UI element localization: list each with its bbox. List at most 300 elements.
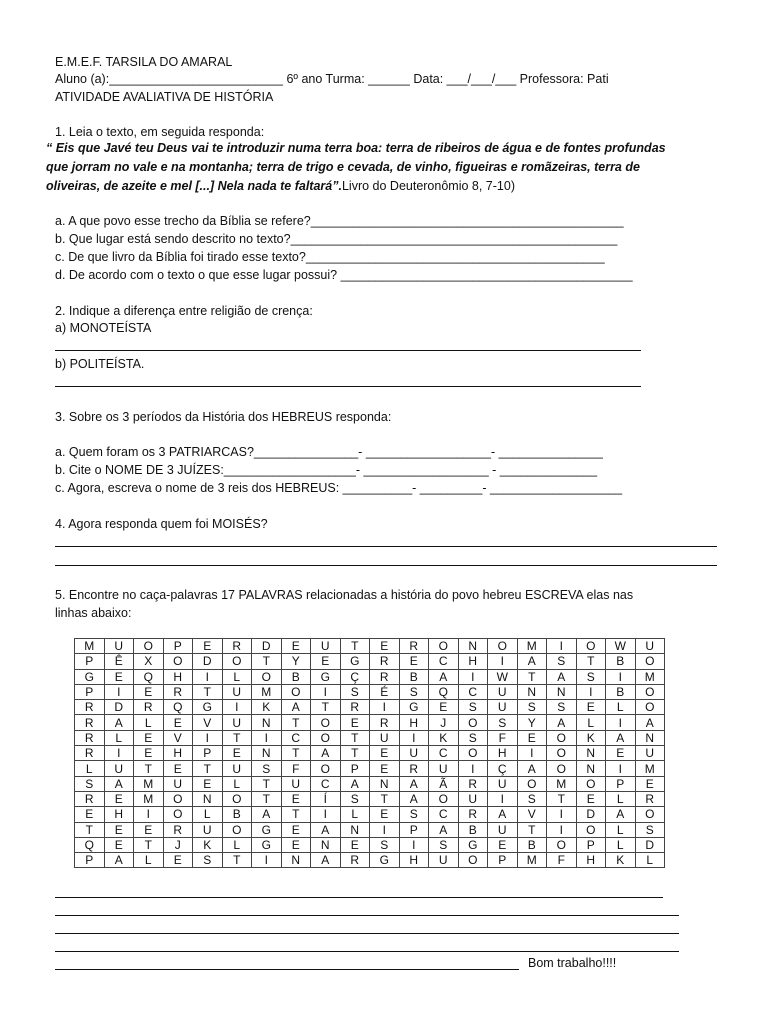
- word-search-cell[interactable]: L: [222, 776, 252, 791]
- word-search-cell[interactable]: P: [75, 853, 105, 868]
- word-search-cell[interactable]: P: [606, 776, 636, 791]
- word-search-cell[interactable]: L: [75, 761, 105, 776]
- word-search-cell[interactable]: H: [163, 746, 193, 761]
- word-search-cell[interactable]: A: [517, 654, 547, 669]
- word-search-cell[interactable]: U: [311, 639, 341, 654]
- word-search-cell[interactable]: T: [340, 639, 370, 654]
- word-search-cell[interactable]: R: [340, 853, 370, 868]
- q3-a[interactable]: a. Quem foram os 3 PATRIARCAS?_______________- __________________- _______________: [55, 445, 603, 459]
- word-search-cell[interactable]: T: [134, 761, 164, 776]
- word-search-cell[interactable]: O: [547, 761, 577, 776]
- word-search-cell[interactable]: E: [311, 654, 341, 669]
- word-search-cell[interactable]: M: [134, 776, 164, 791]
- word-search-cell[interactable]: A: [399, 791, 429, 806]
- word-search-cell[interactable]: A: [104, 853, 134, 868]
- word-search-cell[interactable]: T: [340, 746, 370, 761]
- word-search-cell[interactable]: A: [281, 700, 311, 715]
- word-search-cell[interactable]: L: [606, 822, 636, 837]
- word-search-cell[interactable]: E: [222, 746, 252, 761]
- word-search-cell[interactable]: I: [134, 807, 164, 822]
- word-search-cell[interactable]: T: [75, 822, 105, 837]
- word-search-cell[interactable]: O: [488, 639, 518, 654]
- word-search-cell[interactable]: E: [429, 700, 459, 715]
- word-search-cell[interactable]: I: [488, 791, 518, 806]
- word-search-cell[interactable]: I: [458, 669, 488, 684]
- word-search-cell[interactable]: D: [193, 654, 223, 669]
- q5-answer-line-1[interactable]: [55, 897, 663, 898]
- word-search-cell[interactable]: T: [547, 791, 577, 806]
- word-search-cell[interactable]: E: [163, 715, 193, 730]
- word-search-cell[interactable]: I: [104, 746, 134, 761]
- word-search-cell[interactable]: T: [311, 700, 341, 715]
- word-search-cell[interactable]: U: [222, 761, 252, 776]
- word-search-cell[interactable]: P: [75, 654, 105, 669]
- word-search-cell[interactable]: I: [311, 684, 341, 699]
- word-search-cell[interactable]: A: [429, 822, 459, 837]
- word-search-cell[interactable]: N: [517, 684, 547, 699]
- word-search-cell[interactable]: U: [488, 684, 518, 699]
- word-search-cell[interactable]: E: [134, 684, 164, 699]
- word-search-cell[interactable]: N: [252, 746, 282, 761]
- word-search-cell[interactable]: V: [193, 715, 223, 730]
- word-search-cell[interactable]: O: [134, 639, 164, 654]
- word-search-cell[interactable]: N: [635, 730, 665, 745]
- word-search-cell[interactable]: U: [163, 776, 193, 791]
- q1-a[interactable]: a. A que povo esse trecho da Bíblia se refere?_____________________________________________: [55, 214, 624, 228]
- q1-d[interactable]: d. De acordo com o texto o que esse lugar possui? __________________________________________: [55, 268, 633, 282]
- word-search-cell[interactable]: H: [399, 715, 429, 730]
- word-search-cell[interactable]: A: [606, 730, 636, 745]
- word-search-cell[interactable]: R: [75, 700, 105, 715]
- word-search-cell[interactable]: N: [193, 791, 223, 806]
- word-search-cell[interactable]: C: [429, 807, 459, 822]
- word-search-cell[interactable]: P: [576, 837, 606, 852]
- word-search-cell[interactable]: T: [517, 669, 547, 684]
- q4-answer-line-1[interactable]: [55, 546, 717, 547]
- word-search-cell[interactable]: S: [458, 730, 488, 745]
- word-search-cell[interactable]: I: [606, 715, 636, 730]
- word-search-cell[interactable]: N: [576, 761, 606, 776]
- word-search-cell[interactable]: S: [370, 837, 400, 852]
- q3-b[interactable]: b. Cite o NOME DE 3 JUÍZES:___________________- __________________ - ______________: [55, 463, 598, 477]
- word-search-cell[interactable]: T: [252, 654, 282, 669]
- word-search-cell[interactable]: B: [458, 822, 488, 837]
- word-search-cell[interactable]: I: [193, 669, 223, 684]
- word-search-cell[interactable]: R: [75, 791, 105, 806]
- word-search-cell[interactable]: L: [635, 853, 665, 868]
- word-search-cell[interactable]: L: [222, 669, 252, 684]
- word-search-cell[interactable]: T: [517, 822, 547, 837]
- word-search-cell[interactable]: S: [547, 700, 577, 715]
- word-search-cell[interactable]: Ç: [488, 761, 518, 776]
- word-search-cell[interactable]: Ê: [104, 654, 134, 669]
- word-search-cell[interactable]: S: [576, 669, 606, 684]
- word-search-cell[interactable]: M: [252, 684, 282, 699]
- word-search-cell[interactable]: L: [134, 853, 164, 868]
- word-search-cell[interactable]: X: [134, 654, 164, 669]
- word-search-cell[interactable]: V: [517, 807, 547, 822]
- q5-answer-line-5[interactable]: [55, 969, 519, 970]
- word-search-cell[interactable]: A: [399, 776, 429, 791]
- word-search-cell[interactable]: T: [281, 746, 311, 761]
- q1-b[interactable]: b. Que lugar está sendo descrito no texto?_______________________________________________: [55, 232, 618, 246]
- word-search-cell[interactable]: N: [458, 639, 488, 654]
- word-search-cell[interactable]: T: [370, 791, 400, 806]
- word-search-cell[interactable]: R: [399, 639, 429, 654]
- q5-answer-line-3[interactable]: [55, 933, 679, 934]
- word-search-cell[interactable]: E: [399, 654, 429, 669]
- word-search-cell[interactable]: I: [547, 822, 577, 837]
- word-search-cell[interactable]: K: [576, 730, 606, 745]
- word-search-cell[interactable]: O: [429, 791, 459, 806]
- word-search-cell[interactable]: Q: [134, 669, 164, 684]
- word-search-cell[interactable]: E: [193, 639, 223, 654]
- word-search-cell[interactable]: O: [635, 684, 665, 699]
- word-search-cell[interactable]: N: [311, 837, 341, 852]
- word-search-cell[interactable]: E: [104, 791, 134, 806]
- word-search-cell[interactable]: L: [134, 715, 164, 730]
- word-search-cell[interactable]: N: [252, 715, 282, 730]
- word-search-cell[interactable]: U: [370, 730, 400, 745]
- word-search-cell[interactable]: M: [517, 639, 547, 654]
- word-search-cell[interactable]: N: [370, 776, 400, 791]
- word-search-cell[interactable]: A: [547, 715, 577, 730]
- word-search-cell[interactable]: R: [75, 746, 105, 761]
- word-search-cell[interactable]: K: [606, 853, 636, 868]
- word-search-cell[interactable]: G: [399, 700, 429, 715]
- word-search-cell[interactable]: R: [399, 761, 429, 776]
- word-search-cell[interactable]: O: [163, 791, 193, 806]
- word-search-cell[interactable]: T: [222, 853, 252, 868]
- word-search-cell[interactable]: G: [252, 837, 282, 852]
- word-search-cell[interactable]: O: [517, 776, 547, 791]
- word-search-cell[interactable]: E: [193, 776, 223, 791]
- word-search-cell[interactable]: M: [134, 791, 164, 806]
- word-search-cell[interactable]: Ã: [429, 776, 459, 791]
- word-search-cell[interactable]: Y: [281, 654, 311, 669]
- word-search-cell[interactable]: C: [281, 730, 311, 745]
- word-search-cell[interactable]: B: [517, 837, 547, 852]
- word-search-cell[interactable]: M: [517, 853, 547, 868]
- word-search-cell[interactable]: I: [399, 730, 429, 745]
- word-search-cell[interactable]: T: [252, 776, 282, 791]
- word-search-cell[interactable]: P: [193, 746, 223, 761]
- word-search-cell[interactable]: O: [547, 746, 577, 761]
- word-search-cell[interactable]: C: [429, 654, 459, 669]
- word-search-cell[interactable]: O: [635, 807, 665, 822]
- word-search-cell[interactable]: O: [163, 807, 193, 822]
- word-search-cell[interactable]: E: [370, 746, 400, 761]
- word-search-cell[interactable]: N: [547, 684, 577, 699]
- word-search-cell[interactable]: T: [134, 837, 164, 852]
- word-search-cell[interactable]: U: [488, 776, 518, 791]
- word-search-cell[interactable]: I: [576, 684, 606, 699]
- word-search-cell[interactable]: I: [458, 761, 488, 776]
- word-search-cell[interactable]: R: [458, 807, 488, 822]
- word-search-cell[interactable]: E: [281, 791, 311, 806]
- word-search-cell[interactable]: M: [547, 776, 577, 791]
- word-search-cell[interactable]: G: [340, 654, 370, 669]
- q3-c[interactable]: c. Agora, escreva o nome de 3 reis dos HEBREUS: __________- _________- ___________________: [55, 481, 623, 495]
- word-search-cell[interactable]: W: [606, 639, 636, 654]
- word-search-cell[interactable]: F: [488, 730, 518, 745]
- word-search-cell[interactable]: S: [488, 715, 518, 730]
- word-search-cell[interactable]: R: [222, 639, 252, 654]
- word-search-cell[interactable]: R: [458, 776, 488, 791]
- word-search-cell[interactable]: A: [252, 807, 282, 822]
- word-search-cell[interactable]: N: [281, 853, 311, 868]
- word-search-cell[interactable]: I: [606, 761, 636, 776]
- word-search-cell[interactable]: U: [222, 715, 252, 730]
- word-search-cell[interactable]: T: [193, 684, 223, 699]
- word-search-cell[interactable]: J: [429, 715, 459, 730]
- word-search-cell[interactable]: I: [399, 837, 429, 852]
- q4-answer-line-2[interactable]: [55, 565, 717, 566]
- word-search-cell[interactable]: R: [75, 730, 105, 745]
- word-search-cell[interactable]: R: [75, 715, 105, 730]
- word-search-cell[interactable]: T: [281, 715, 311, 730]
- word-search-cell[interactable]: L: [606, 791, 636, 806]
- word-search-cell[interactable]: E: [606, 746, 636, 761]
- word-search-cell[interactable]: E: [281, 639, 311, 654]
- word-search-cell[interactable]: R: [163, 684, 193, 699]
- word-search-cell[interactable]: E: [370, 807, 400, 822]
- word-search-cell[interactable]: G: [311, 669, 341, 684]
- word-search-cell[interactable]: N: [340, 822, 370, 837]
- word-search-cell[interactable]: E: [576, 700, 606, 715]
- word-search-cell[interactable]: Í: [311, 791, 341, 806]
- word-search-cell[interactable]: G: [75, 669, 105, 684]
- word-search-cell[interactable]: E: [635, 776, 665, 791]
- word-search-cell[interactable]: I: [370, 700, 400, 715]
- q1-c[interactable]: c. De que livro da Bíblia foi tirado esse texto?___________________________________________: [55, 250, 605, 264]
- word-search-cell[interactable]: H: [399, 853, 429, 868]
- word-search-cell[interactable]: O: [252, 669, 282, 684]
- word-search-cell[interactable]: S: [252, 761, 282, 776]
- word-search-cell[interactable]: V: [163, 730, 193, 745]
- word-search-cell[interactable]: K: [429, 730, 459, 745]
- word-search-cell[interactable]: U: [429, 853, 459, 868]
- word-search-cell[interactable]: S: [517, 791, 547, 806]
- word-search-cell[interactable]: E: [340, 715, 370, 730]
- word-search-cell[interactable]: I: [488, 654, 518, 669]
- word-search-cell[interactable]: U: [222, 684, 252, 699]
- word-search-cell[interactable]: I: [547, 807, 577, 822]
- word-search-cell[interactable]: T: [252, 791, 282, 806]
- word-search-cell[interactable]: O: [311, 715, 341, 730]
- word-search-cell[interactable]: R: [370, 654, 400, 669]
- word-search-cell[interactable]: S: [340, 684, 370, 699]
- student-info-line[interactable]: Aluno (a):_________________________ 6º ano Turma: ______ Data: ___/___/___ Professora: Pati: [55, 72, 609, 86]
- word-search-cell[interactable]: E: [104, 669, 134, 684]
- word-search-cell[interactable]: E: [163, 853, 193, 868]
- word-search-cell[interactable]: O: [547, 730, 577, 745]
- word-search-cell[interactable]: A: [104, 715, 134, 730]
- word-search-cell[interactable]: E: [134, 746, 164, 761]
- word-search-cell[interactable]: B: [606, 684, 636, 699]
- q5-answer-line-2[interactable]: [55, 915, 679, 916]
- word-search-cell[interactable]: R: [163, 822, 193, 837]
- word-search-cell[interactable]: H: [104, 807, 134, 822]
- word-search-cell[interactable]: U: [399, 746, 429, 761]
- word-search-cell[interactable]: L: [193, 807, 223, 822]
- word-search-cell[interactable]: E: [134, 730, 164, 745]
- word-search-cell[interactable]: O: [311, 730, 341, 745]
- word-search-cell[interactable]: I: [311, 807, 341, 822]
- word-search-cell[interactable]: U: [281, 776, 311, 791]
- word-search-cell[interactable]: T: [340, 730, 370, 745]
- word-search-cell[interactable]: S: [193, 853, 223, 868]
- word-search-cell[interactable]: R: [134, 700, 164, 715]
- word-search-cell[interactable]: R: [370, 715, 400, 730]
- word-search-cell[interactable]: A: [547, 669, 577, 684]
- word-search-cell[interactable]: O: [222, 654, 252, 669]
- word-search-cell[interactable]: H: [458, 654, 488, 669]
- word-search-cell[interactable]: S: [458, 700, 488, 715]
- word-search-cell[interactable]: O: [222, 791, 252, 806]
- word-search-cell[interactable]: G: [193, 700, 223, 715]
- word-search-cell[interactable]: O: [576, 822, 606, 837]
- word-search-cell[interactable]: E: [163, 761, 193, 776]
- word-search-cell[interactable]: T: [193, 761, 223, 776]
- word-search-cell[interactable]: O: [458, 853, 488, 868]
- word-search-cell[interactable]: Q: [75, 837, 105, 852]
- word-search-cell[interactable]: T: [576, 654, 606, 669]
- word-search-cell[interactable]: O: [222, 822, 252, 837]
- word-search-cell[interactable]: H: [488, 746, 518, 761]
- word-search-cell[interactable]: A: [429, 669, 459, 684]
- word-search-cell[interactable]: U: [635, 639, 665, 654]
- word-search-cell[interactable]: U: [488, 700, 518, 715]
- word-search-cell[interactable]: I: [547, 639, 577, 654]
- word-search-cell[interactable]: U: [635, 746, 665, 761]
- word-search-cell[interactable]: A: [635, 715, 665, 730]
- word-search-cell[interactable]: N: [576, 746, 606, 761]
- word-search-cell[interactable]: H: [576, 853, 606, 868]
- word-search-cell[interactable]: O: [635, 700, 665, 715]
- word-search-cell[interactable]: U: [193, 822, 223, 837]
- word-search-cell[interactable]: C: [429, 746, 459, 761]
- word-search-cell[interactable]: A: [104, 776, 134, 791]
- word-search-cell[interactable]: R: [635, 791, 665, 806]
- word-search-grid[interactable]: [74, 638, 665, 868]
- word-search-cell[interactable]: A: [606, 807, 636, 822]
- word-search-cell[interactable]: G: [252, 822, 282, 837]
- word-search-cell[interactable]: L: [606, 837, 636, 852]
- word-search-cell[interactable]: E: [488, 837, 518, 852]
- word-search-cell[interactable]: G: [370, 853, 400, 868]
- word-search-cell[interactable]: J: [163, 837, 193, 852]
- word-search-cell[interactable]: O: [458, 715, 488, 730]
- word-search-cell[interactable]: L: [104, 730, 134, 745]
- word-search-cell[interactable]: P: [163, 639, 193, 654]
- word-search-cell[interactable]: D: [576, 807, 606, 822]
- word-search-cell[interactable]: O: [547, 837, 577, 852]
- word-search-cell[interactable]: O: [458, 746, 488, 761]
- word-search-cell[interactable]: S: [517, 700, 547, 715]
- word-search-cell[interactable]: E: [75, 807, 105, 822]
- word-search-cell[interactable]: A: [340, 776, 370, 791]
- word-search-cell[interactable]: U: [104, 761, 134, 776]
- word-search-cell[interactable]: B: [281, 669, 311, 684]
- word-search-cell[interactable]: S: [340, 791, 370, 806]
- word-search-cell[interactable]: M: [75, 639, 105, 654]
- word-search-cell[interactable]: A: [517, 761, 547, 776]
- word-search-cell[interactable]: A: [311, 853, 341, 868]
- word-search-cell[interactable]: S: [399, 807, 429, 822]
- word-search-cell[interactable]: B: [606, 654, 636, 669]
- word-search-cell[interactable]: R: [340, 700, 370, 715]
- word-search-cell[interactable]: I: [222, 700, 252, 715]
- word-search-cell[interactable]: T: [281, 807, 311, 822]
- word-search-cell[interactable]: F: [281, 761, 311, 776]
- word-search-cell[interactable]: P: [488, 853, 518, 868]
- word-search-cell[interactable]: A: [488, 807, 518, 822]
- word-search-cell[interactable]: E: [370, 761, 400, 776]
- word-search-cell[interactable]: L: [576, 715, 606, 730]
- word-search-cell[interactable]: O: [576, 776, 606, 791]
- word-search-cell[interactable]: I: [517, 746, 547, 761]
- word-search-cell[interactable]: E: [576, 791, 606, 806]
- word-search-cell[interactable]: K: [252, 700, 282, 715]
- word-search-cell[interactable]: E: [281, 822, 311, 837]
- word-search-cell[interactable]: Q: [163, 700, 193, 715]
- word-search-cell[interactable]: E: [340, 837, 370, 852]
- word-search-cell[interactable]: S: [547, 654, 577, 669]
- word-search-cell[interactable]: I: [370, 822, 400, 837]
- word-search-cell[interactable]: I: [606, 669, 636, 684]
- word-search-cell[interactable]: I: [193, 730, 223, 745]
- word-search-cell[interactable]: O: [163, 654, 193, 669]
- word-search-cell[interactable]: O: [429, 639, 459, 654]
- word-search-cell[interactable]: P: [340, 761, 370, 776]
- word-search-cell[interactable]: O: [635, 654, 665, 669]
- word-search-cell[interactable]: H: [163, 669, 193, 684]
- word-search-cell[interactable]: R: [370, 669, 400, 684]
- word-search-cell[interactable]: I: [252, 730, 282, 745]
- q2-a-answer-line[interactable]: [55, 350, 641, 351]
- word-search-cell[interactable]: Ç: [340, 669, 370, 684]
- word-search-cell[interactable]: M: [635, 761, 665, 776]
- word-search-cell[interactable]: E: [104, 837, 134, 852]
- word-search-cell[interactable]: E: [134, 822, 164, 837]
- word-search-cell[interactable]: E: [104, 822, 134, 837]
- word-search-cell[interactable]: S: [75, 776, 105, 791]
- word-search-cell[interactable]: A: [311, 746, 341, 761]
- word-search-cell[interactable]: O: [311, 761, 341, 776]
- word-search-cell[interactable]: C: [311, 776, 341, 791]
- word-search-cell[interactable]: D: [635, 837, 665, 852]
- word-search-cell[interactable]: D: [252, 639, 282, 654]
- word-search-cell[interactable]: M: [635, 669, 665, 684]
- word-search-cell[interactable]: G: [458, 837, 488, 852]
- word-search-cell[interactable]: S: [635, 822, 665, 837]
- word-search-cell[interactable]: A: [311, 822, 341, 837]
- word-search-cell[interactable]: P: [399, 822, 429, 837]
- word-search-cell[interactable]: Q: [429, 684, 459, 699]
- word-search-cell[interactable]: U: [104, 639, 134, 654]
- word-search-cell[interactable]: B: [399, 669, 429, 684]
- word-search-cell[interactable]: L: [222, 837, 252, 852]
- word-search-cell[interactable]: E: [281, 837, 311, 852]
- word-search-cell[interactable]: S: [399, 684, 429, 699]
- word-search-cell[interactable]: C: [458, 684, 488, 699]
- q2-b-answer-line[interactable]: [55, 386, 641, 387]
- word-search-cell[interactable]: D: [104, 700, 134, 715]
- word-search-cell[interactable]: U: [488, 822, 518, 837]
- word-search-cell[interactable]: O: [576, 639, 606, 654]
- q5-answer-line-4[interactable]: [55, 951, 679, 952]
